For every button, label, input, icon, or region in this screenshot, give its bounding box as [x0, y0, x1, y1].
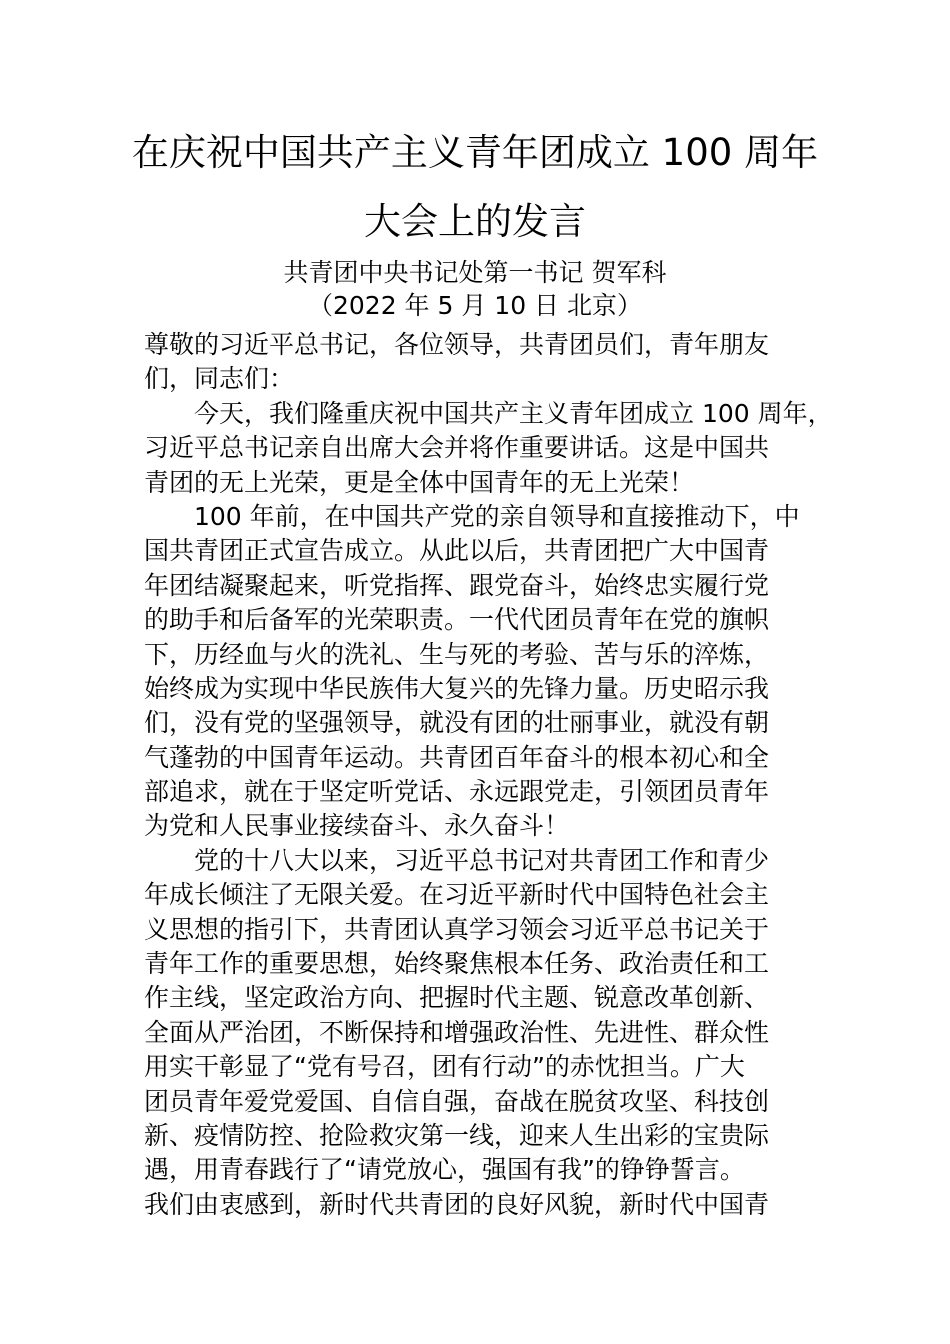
body-line: 团员青年爱党爱国、自信自强，奋战在脱贫攻坚、科技创	[144, 1086, 770, 1116]
body-line: 年成长倾注了无限关爱。在习近平新时代中国特色社会主	[144, 880, 770, 910]
body-line: 党的十八大以来，习近平总书记对共青团工作和青少	[194, 845, 770, 875]
body-line: 的助手和后备军的光荣职责。一代代团员青年在党的旗帜	[144, 605, 770, 635]
body-line: 国共青团正式宣告成立。从此以后，共青团把广大中国青	[144, 536, 770, 566]
body-line: 尊敬的习近平总书记，各位领导，共青团员们，青年朋友	[144, 330, 770, 359]
body-line: 我们由衷感到，新时代共青团的良好风貌，新时代中国青	[144, 1189, 770, 1219]
body-line: 遇，用青春践行了“请党放心，强国有我”的铮铮誓言。	[144, 1155, 745, 1185]
body-line: 义思想的指引下，共青团认真学习领会习近平总书记关于	[144, 914, 770, 944]
body-line: 年团结凝聚起来，听党指挥、跟党奋斗，始终忠实履行党	[144, 570, 770, 600]
author-line: 共青团中央书记处第一书记 贺军科	[283, 258, 667, 287]
body-line: 今天，我们隆重庆祝中国共产主义青年团成立 100 周年，	[194, 398, 833, 428]
body-line: 气蓬勃的中国青年运动。共青团百年奋斗的根本初心和全	[144, 742, 770, 772]
body-line: 青团的无上光荣，更是全体中国青年的无上光荣！	[144, 467, 695, 497]
body-line: 为党和人民事业接续奋斗、永久奋斗！	[144, 811, 570, 841]
body-line: 始终成为实现中华民族伟大复兴的先锋力量。历史昭示我	[144, 673, 770, 703]
body-line: 新、疫情防控、抢险救灾第一线，迎来人生出彩的宝贵际	[144, 1120, 770, 1150]
body-line: 全面从严治团，不断保持和增强政治性、先进性、群众性	[144, 1017, 770, 1047]
body-line: 习近平总书记亲自出席大会并将作重要讲话。这是中国共	[144, 433, 770, 463]
body-line: 用实干彰显了“党有号召，团有行动”的赤忱担当。广大	[144, 1052, 745, 1082]
body-line: 100 年前，在中国共产党的亲自领导和直接推动下，中	[194, 501, 800, 531]
document-title-line-1: 在庆祝中国共产主义青年团成立 100 周年	[131, 131, 819, 174]
document-title-line-2: 大会上的发言	[364, 200, 586, 243]
body-line: 们，同志们：	[144, 364, 295, 394]
body-line: 作主线，坚定政治方向、把握时代主题、锐意改革创新、	[144, 983, 770, 1013]
body-line: 青年工作的重要思想，始终聚焦根本任务、政治责任和工	[144, 949, 770, 979]
body-line: 下，历经血与火的洗礼、生与死的考验、苦与乐的淬炼，	[144, 639, 770, 669]
speech-body	[144, 328, 833, 1222]
body-line: 们，没有党的坚强领导，就没有团的壮丽事业，就没有朝	[144, 708, 770, 738]
body-line: 部追求，就在于坚定听党话、永远跟党走，引领团员青年	[144, 777, 770, 807]
date-place-line: （2022 年 5 月 10 日 北京）	[307, 291, 643, 320]
